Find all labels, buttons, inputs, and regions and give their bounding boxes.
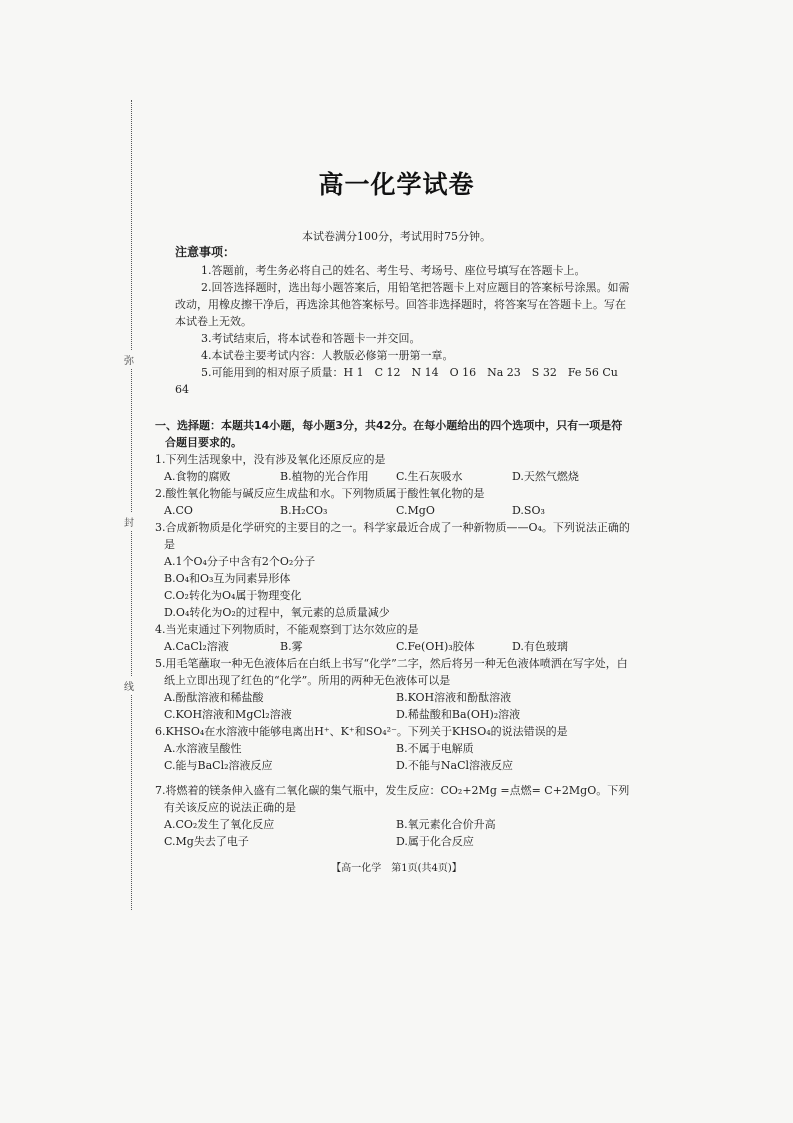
option-c: C.生石灰吸水 [396, 470, 463, 483]
question-3 [155, 519, 633, 621]
question-6 [155, 723, 633, 774]
option-d: D.稀盐酸和Ba(OH)₂溶液 [396, 708, 521, 721]
option-b: B.O₄和O₃互为同素异形体 [164, 572, 291, 585]
option-c: C.能与BaCl₂溶液反应 [164, 759, 273, 772]
notice-item: 4.本试卷主要考试内容：人教版必修第一册第一章。 [201, 349, 454, 362]
option-c: C.KOH溶液和MgCl₂溶液 [164, 708, 292, 721]
binding-char-xian: 线 [124, 676, 134, 695]
question-5 [155, 655, 633, 723]
option-d: D.SO₃ [512, 504, 545, 517]
question-2 [155, 485, 633, 519]
option-c: C.Fe(OH)₃胶体 [396, 640, 475, 653]
option-a: A.CO₂发生了氧化反应 [164, 818, 275, 831]
question-stem: 7.将燃着的镁条伸入盛有二氧化碳的集气瓶中，发生反应：CO₂+2Mg =点燃= C+2MgO。下列有关该反应的说法正确的是 [155, 784, 630, 814]
options [155, 468, 633, 485]
question-1 [155, 451, 633, 485]
section-heading: 一、选择题：本题共14小题，每小题3分，共42分。在每小题给出的四个选项中，只有一项是符合题目要求的。 [155, 419, 623, 449]
notice-heading: 注意事项： [175, 245, 236, 259]
option-a: A.CaCl₂溶液 [164, 640, 229, 653]
option-d: D.O₄转化为O₂的过程中，氧元素的总质量减少 [164, 606, 390, 619]
option-a: A.水溶液呈酸性 [164, 742, 242, 755]
option-c: C.MgO [396, 504, 435, 517]
option-d: D.有色玻璃 [512, 640, 568, 653]
question-stem: 3.合成新物质是化学研究的主要目的之一。科学家最近合成了一种新物质——O₄。下列说法正确的是 [155, 521, 630, 551]
option-d: D.不能与NaCl溶液反应 [396, 759, 514, 772]
question-stem: 2.酸性氧化物能与碱反应生成盐和水。下列物质属于酸性氧化物的是 [155, 487, 485, 500]
exam-content [155, 244, 633, 850]
notice-item: 3.考试结束后，将本试卷和答题卡一并交回。 [201, 332, 421, 345]
question-7 [155, 782, 633, 850]
question-4 [155, 621, 633, 655]
options [155, 689, 633, 723]
question-stem: 6.KHSO₄在水溶液中能够电离出H⁺、K⁺和SO₄²⁻。下列关于KHSO₄的说法错误的是 [155, 725, 568, 738]
page-title: 高一化学试卷 [318, 170, 475, 199]
option-b: B.H₂CO₃ [280, 504, 328, 517]
options [155, 502, 633, 519]
options [155, 740, 633, 774]
option-a: A.CO [164, 504, 193, 517]
exam-info: 本试卷满分100分，考试用时75分钟。 [302, 230, 491, 243]
option-b: B.植物的光合作用 [280, 470, 369, 483]
notice-item: 1.答题前，考生务必将自己的姓名、考生号、考场号、座位号填写在答题卡上。 [201, 264, 586, 277]
option-d: D.天然气燃烧 [512, 470, 579, 483]
page-footer: 【高一化学 第1页(共4页)】 [331, 863, 462, 874]
option-a: A.1个O₄分子中含有2个O₂分子 [164, 555, 316, 568]
option-d: D.属于化合反应 [396, 835, 474, 848]
option-b: B.氧元素化合价升高 [396, 818, 496, 831]
question-stem: 4.当光束通过下列物质时，不能观察到丁达尔效应的是 [155, 623, 419, 636]
binding-char-mi: 弥 [124, 350, 134, 369]
question-stem: 1.下列生活现象中，没有涉及氧化还原反应的是 [155, 453, 386, 466]
option-b: B.KOH溶液和酚酞溶液 [396, 691, 512, 704]
binding-dotted-line [131, 100, 132, 910]
option-b: B.雾 [280, 640, 303, 653]
option-a: A.食物的腐败 [164, 470, 231, 483]
option-a: A.酚酞溶液和稀盐酸 [164, 691, 264, 704]
question-stem: 5.用毛笔蘸取一种无色液体后在白纸上书写“化学”二字，然后将另一种无色液体喷洒在写字处，白纸上立即出现了红色的“化学”。所用的两种无色液体可以是 [155, 657, 628, 687]
options [155, 638, 633, 655]
option-c: C.O₂转化为O₄属于物理变化 [164, 589, 302, 602]
options [155, 816, 633, 850]
option-c: C.Mg失去了电子 [164, 835, 249, 848]
notice-item: 2.回答选择题时，选出每小题答案后，用铅笔把答题卡上对应题目的答案标号涂黑。如需改动，用橡皮擦干净后，再选涂其他答案标号。回答非选择题时，将答案写在答题卡上。写在本试卷上无效。 [175, 281, 630, 328]
binding-char-feng: 封 [124, 512, 134, 531]
notice-item: 5.可能用到的相对原子质量：H 1 C 12 N 14 O 16 Na 23 S 32 Fe 56 Cu 64 [175, 366, 618, 396]
option-b: B.不属于电解质 [396, 742, 474, 755]
